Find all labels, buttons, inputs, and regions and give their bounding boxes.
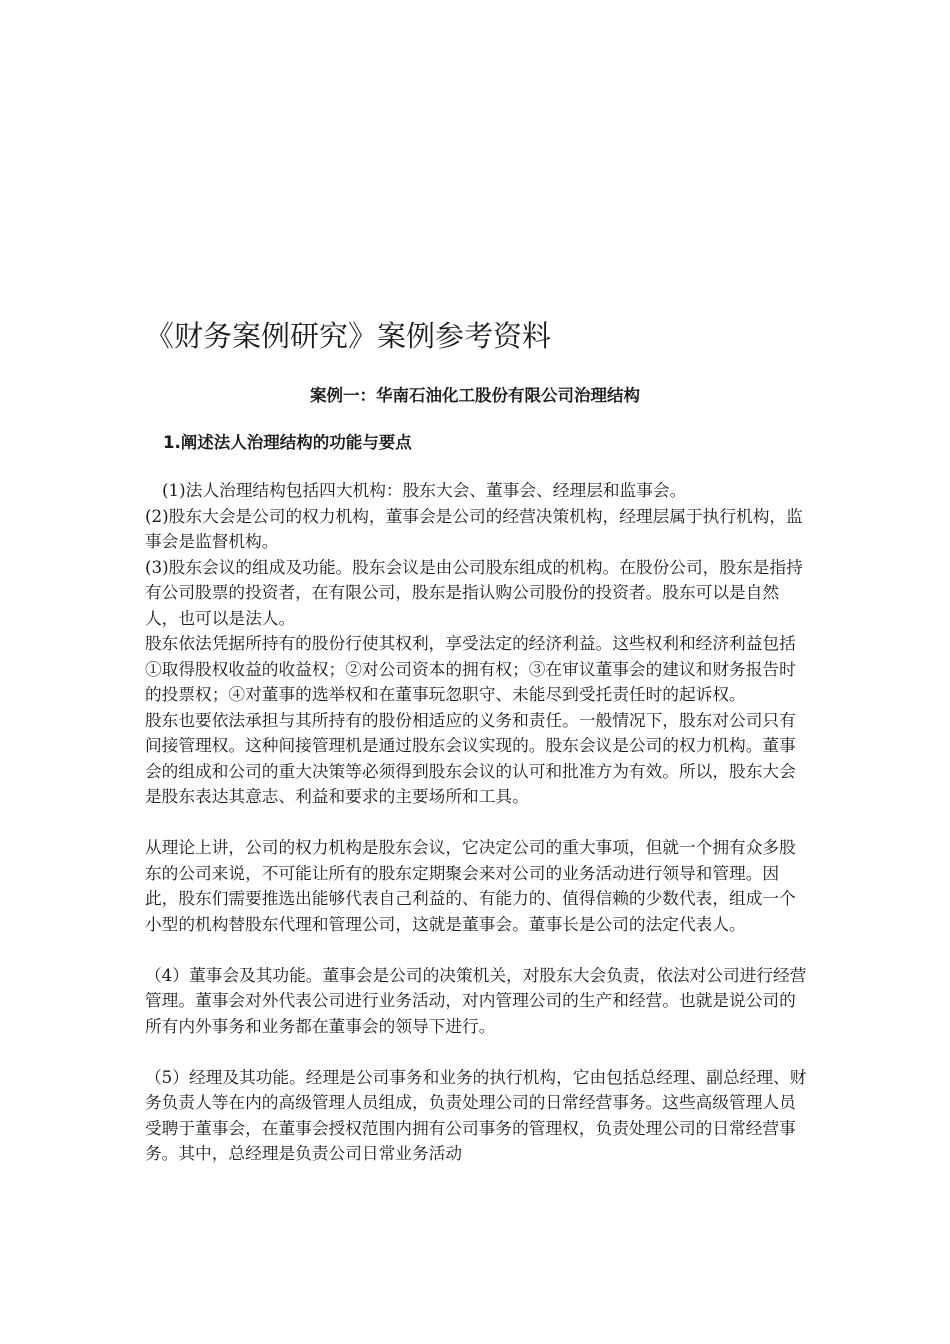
paragraph: （5）经理及其功能。经理是公司事务和业务的执行机构，它由包括总经理、副总经理、财务负责人等在内的高级管理人员组成，负责处理公司的日常经营事务。这些高级管理人员受聘于董事会，在董事会授权范围内拥有公司事务的管理权，负责处理公司的日常经营事务。其中，总经理是负责公司日常业务活动: [145, 1066, 807, 1163]
section-heading: 1.阐述法人治理结构的功能与要点: [163, 433, 412, 452]
case-title: 案例一：华南石油化工股份有限公司治理结构: [310, 386, 640, 405]
paragraph: 从理论上讲，公司的权力机构是股东会议，它决定公司的重大事项，但就一个拥有众多股东的公司来说，不可能让所有的股东定期聚会来对公司的业务活动进行领导和管理。因此，股东们需要推选出能够代表自己利益的、有能力的、值得信赖的少数代表，组成一个小型的机构替股东代理和管理公司，这就是董事会。董事长是公司的法定代表人。: [145, 837, 796, 934]
paragraph: (3)股东会议的组成及功能。股东会议是由公司股东组成的机构。在股份公司，股东是指持有公司股票的投资者，在有限公司，股东是指认购公司股份的投资者。股东可以是自然人，也可以是法人。: [145, 556, 803, 628]
document-title: 《财务案例研究》案例参考资料: [145, 319, 552, 353]
paragraph: 股东依法凭据所持有的股份行使其权利，享受法定的经济利益。这些权利和经济利益包括①取得股权收益的收益权；②对公司资本的拥有权；③在审议董事会的建议和财务报告时的投票权；④对董事的选举权和在董事玩忽职守、未能尽到受托责任时的起诉权。: [145, 633, 796, 704]
paragraph: (2)股东大会是公司的权力机构，董事会是公司的经营决策机构，经理层属于执行机构，监事会是监督机构。: [145, 505, 803, 551]
paragraph: （4）董事会及其功能。董事会是公司的决策机关，对股东大会负责，依法对公司进行经营管理。董事会对外代表公司进行业务活动，对内管理公司的生产和经营。也就是说公司的所有内外事务和业务都在董事会的领导下进行。: [145, 964, 807, 1036]
paragraph: (1)法人治理结构包括四大机构：股东大会、董事会、经理层和监事会。: [162, 480, 687, 500]
paragraph: 股东也要依法承担与其所持有的股份相适应的义务和责任。一般情况下，股东对公司只有间接管理权。这种间接管理机是通过股东会议实现的。股东会议是公司的权力机构。董事会的组成和公司的重大决策等必须得到股东会议的认可和批准方为有效。所以，股东大会是股东表达其意志、利益和要求的主要场所和工具。: [145, 709, 796, 806]
document-body: [145, 478, 807, 1167]
